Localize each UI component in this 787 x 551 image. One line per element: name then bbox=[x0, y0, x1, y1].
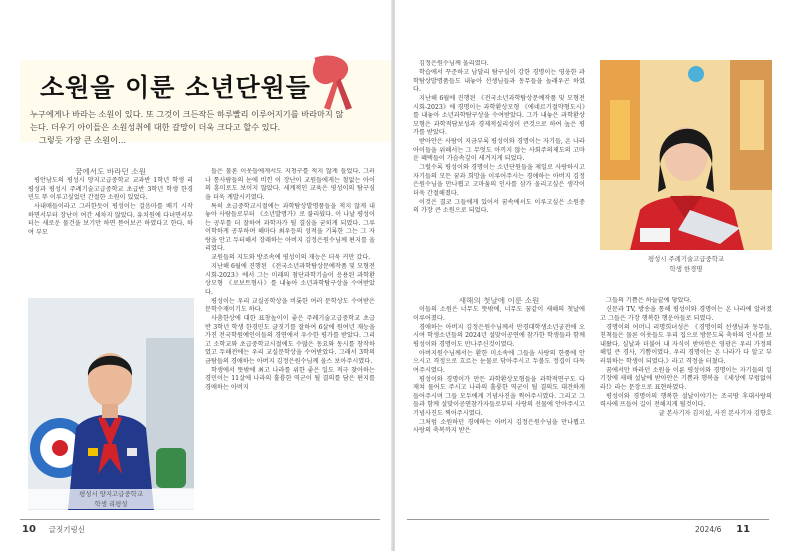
intro-line-3: 그렇듯 가장 큰 소원이… bbox=[39, 135, 127, 145]
left-page bbox=[0, 0, 392, 551]
magazine-name: 글짓기링신 bbox=[48, 525, 85, 534]
paragraph: 이들의 소원은 너무도 뜻밖에, 너무도 꿈같이 새해의 첫날에 이루어졌다. bbox=[413, 306, 585, 322]
section-heading-2: 새해의 첫날에 이룬 소원 bbox=[458, 297, 540, 305]
ribbon-icon bbox=[300, 52, 360, 114]
paragraph: 학습에서 꾸준하고 남달리 탐구심이 강한 경명이는 영웅한 과학탐상발명품들도 내놓아 선생님들과 동무들을 놀래우곤 하였다. bbox=[413, 69, 585, 93]
right-column-1 bbox=[413, 60, 585, 288]
paragraph: 받아안은 사람이 지금부록 평성이와 경명이는 자기들, 온 나라 아이들을 위해서는 그 무엇도 아끼지 않는 사회주의제도의 고마운 혜택들이 가슴속깊이 새겨지게 되었다. bbox=[413, 138, 585, 162]
page-number: 11 bbox=[736, 524, 751, 535]
paragraph: 경명이의 어머니 리명희녀성은 《경명이의 선생님과 동무들, 친척들은 물론 이웃들도 우리 집으로 방문도록 축하의 인사를 보내왔다. 실날과 더불어 내 자식이 받아안은 영광은 우리 가정의 해일 큰 경사, 기쁨이였다. 우리 경명이는 온 나라가 다 알고 부러워하는 학생이 되였다.》라고 격정을 터쳤다. bbox=[600, 323, 772, 365]
page-number: 10 bbox=[22, 524, 36, 535]
right-page bbox=[395, 0, 787, 551]
intro-line-2: 는다. 더우기 아이들은 소원성취에 대한 갈망이 더욱 크다고 할수 있다. bbox=[30, 122, 281, 132]
paragraph: 사춤한상에 대한 표창높이이 좋은 주례기술고급중학교 초급반 3학년 학생 한경민도 글짓기를 잘하여 6살에 원여년 재능을 가진 전국학원예인이들의 경연에서 우수한 평가를 받았다. 그리고 소학교와 초급중학교시절에도 수많은 동요와 동시를 창작하였고 두해전에는 우리 교실문학상을 수여받았다. 그래서 3학의 금탐들의 경애하는 아버지 김정은원수님께 올스 보아주시였다. bbox=[205, 315, 375, 365]
footer-rule bbox=[407, 519, 769, 520]
paragraph: 평안남도의 평성시 양지고급중학교 교과반 1학년 학생 리평성과 평성시 주례기술고급중학교 초급반 3학년 학생 한경민도 뚜 이루고싶었던 간절한 소원이 있었다. bbox=[28, 177, 193, 201]
paragraph: 교원들의 지도와 방조속에 평성이의 재능은 더욱 커만 갔다. bbox=[211, 254, 371, 261]
paragraph: 평성이는 우리 교실공학상을 비롯한 여러 문학상도 수여받은 문학수재이기도 하다. bbox=[205, 297, 375, 313]
caption-line: 학생 리평성 bbox=[94, 500, 128, 508]
paragraph: 이것은 결코 그들에게 있어서 꿈속에서도 이루고싶은 소원중의 가장 큰 소원으로 되었다. bbox=[413, 198, 585, 214]
paragraph: 꿈에서만 바라던 소원을 이룬 평성이와 경명이는 자기들의 일기장에 새해 설날에 받아안은 기쁨과 행복을 《세상에 부럼없어라!》라는 문장으로 표현하였다. bbox=[600, 366, 772, 391]
left-column-2 bbox=[205, 168, 375, 508]
right-footer bbox=[695, 524, 750, 535]
intro-line-1: 누구에게나 바라는 소원이 있다. 또 그것이 크든작든 하루빨리 이루어지기를 바라마지 않 bbox=[30, 109, 344, 119]
paragraph: 그들의 기쁨은 하늘끝에 닿았다. bbox=[606, 297, 692, 304]
paragraph: 사내애들이라고 그러한듯이 평성이는 걸음마를 배기 시작하면서부터 장난이 여간 세차지 않았다. 유치원에 다녀면서부터는 새로운 물건을 보기만 하면 뜯어보곤 하였다고 한다. 하여 부모 bbox=[28, 203, 193, 236]
paragraph: 평성이와 경명이의 행복한 설날이야기는 조국땅 후대사랑의 력사에 뜨들어 길이 전해지게 될것이다. bbox=[600, 392, 772, 408]
caption-line: 평성시 양지고급중학교 bbox=[79, 490, 143, 498]
paragraph: 경애하는 아버지 김정은원수님께서 만경대학생소년궁전에 오시여 학생소년들의 2024년 설맞이공연에 참가한 학생들과 함께 평성이와 경명이도 만나주신것이였다. bbox=[413, 323, 585, 348]
paragraph: 아버지원수님께서는 환한 미소속에 그들을 사랑의 한품에 안으시고 격정으로 흐르는 눈물로 닦아주시고 두볼도 정겹이 다독여주시였다. bbox=[413, 349, 585, 374]
caption-line: 학생 한경명 bbox=[669, 265, 703, 273]
paragraph: 신문과 TV, 방송을 통해 평성이와 경명이는 온 나라에 알려졌고 그들은 가장 행복한 행운아들로 되였다. bbox=[600, 306, 772, 322]
paragraph: 지난해 6월에 진행된 《전국소년과학탐상문예작품 및 모형전시회-2023》에서 그는 미래의 첨단과학기술이 응용된 과학환상모형 《로보트형사》를 내놓아 소년과학탐구상을 수여받았다. bbox=[205, 263, 375, 296]
paragraph: 그럴수록 평성이와 경명이는 소년단원들을 제일로 사랑하시고 자기들의 모든 꿈과 희망을 이루어주시는 경애하는 아버지 김정은원수님을 만나뵙고 고마움의 인사를 삼가 올리고싶은 생각이 더욱 간절해졌다. bbox=[413, 164, 585, 197]
paragraph: 지난해 6월에 진행된 《전국소년과학탐상문예작품 및 모형전시회-2023》에 경명이는 과학환상모형 《에네르기절약형도시》를 내놓아 소년과학탐구상을 수여받았다. 그가 내놓은 과학환상모형은 과학적담보성과 경제적실리성이 큰것으로 하여 높은 평가를 받았다. bbox=[413, 95, 585, 136]
paragraph: 평성이와 경명이가 만든 과학환상모형들을 과학적연구도 다 제쳐 물어도 주시고 나라의 훌륭한 역군이 될 결의도 대견하게 들어주시며 그들 모두에게 기념사진을 찍어주시였다. 그리고 그들과 함께 설맞이공연참가자들로부터 사랑의 선물에 안아주시고 기념사진도 찍어주시였다. bbox=[413, 375, 585, 417]
student-photo-left bbox=[28, 298, 194, 510]
section-heading-1: 꿈에서도 바라던 소원 bbox=[75, 168, 146, 176]
student-photo-right bbox=[600, 60, 772, 250]
photo-caption-right bbox=[600, 254, 772, 274]
issue-date: 2024/6 bbox=[695, 525, 722, 534]
paragraph: 그처럼 소원하던 경애하는 아버지 김정은원수님을 만나뵙고 사랑의 축복까지 받은 bbox=[413, 418, 585, 434]
paragraph: 학생에서 뜻밖에 최고 나라를 위한 좋은 일도 적극 찾아하는 경민이는 11살에 나라의 훌륭한 역군이 될 결의를 담은 편지를 경애하는 아버지 bbox=[205, 366, 375, 391]
left-column-1 bbox=[28, 168, 193, 290]
byline: 글 본사기자 김지설, 사진 본사기자 김향호 bbox=[658, 410, 772, 417]
right-column-2 bbox=[413, 297, 585, 509]
paragraph: 김정은원수님께 올리였다. bbox=[419, 60, 489, 67]
left-footer bbox=[22, 524, 85, 535]
paragraph: 들은 물론 이웃들에게서도 지청구를 적지 않게 들었다. 그러나 통사람들의 눈에 비낀 이 장난이 교원들에게는 철없는 아이의 흥미로도 보이지 않았다. 세계적인 교육은 평성이의 탐구심을 더욱 계발시키였다. bbox=[205, 168, 375, 201]
article-title: 소원을 이룬 소년단원들 bbox=[40, 73, 311, 102]
paragraph: 특히 초급중학교시절에는 과학탐상발명품들을 적지 않게 내놓아 사람들로부터 《소년발명가》로 불리웠다. 이 나날 평성이는 공부를 더 잘하여 과학자가 될 결심을 굳히게 되였다. 그루 이학하게 공부하며 해마다 최우등의 성적을 기록한 그는 그 자랑을 안고 두터해서 장래하는 아버지 김정은원수님께 편지를 올리였다. bbox=[205, 202, 375, 252]
photo-caption-left bbox=[28, 489, 194, 509]
right-column-3 bbox=[600, 297, 772, 507]
caption-line: 평성시 주례기술고급중학교 bbox=[647, 255, 725, 263]
intro-text bbox=[30, 108, 375, 147]
footer-rule bbox=[20, 519, 380, 520]
